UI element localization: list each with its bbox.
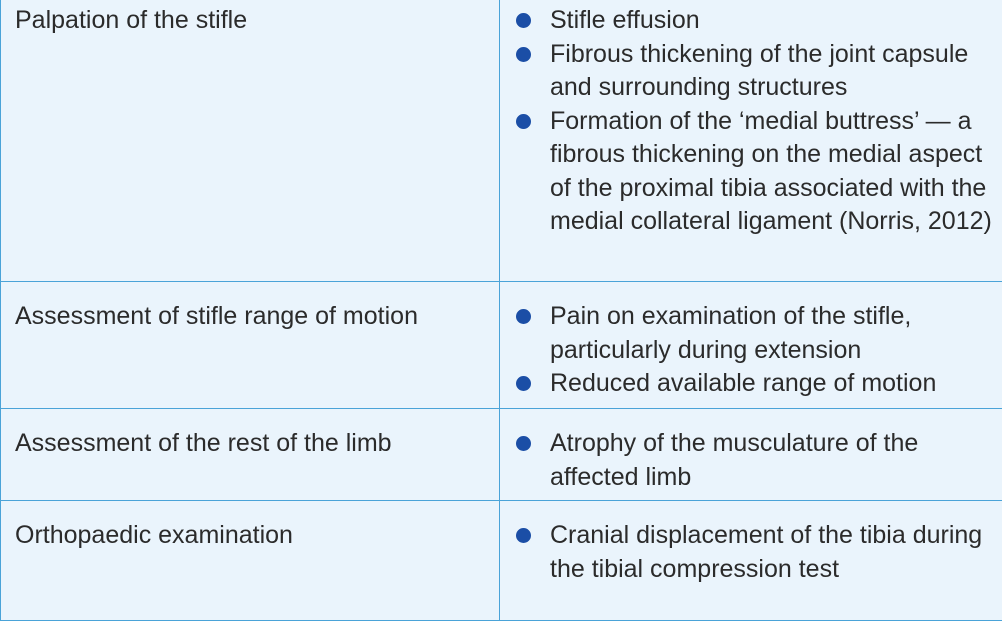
bullet-icon: [516, 47, 531, 62]
list-item: [500, 427, 1002, 494]
bullet-icon: [516, 13, 531, 28]
row-label: Orthopaedic examination: [0, 501, 500, 620]
row-label: Assessment of stifle range of motion: [0, 282, 500, 408]
list-item: [500, 38, 1002, 105]
list-item-text: Cranial displacement of the tibia during the tibial compression test: [550, 521, 983, 583]
bullet-icon: [516, 528, 531, 543]
row-findings: [500, 0, 1002, 281]
bullet-icon: [516, 309, 531, 324]
row-findings: [500, 282, 1002, 408]
list-item: [500, 367, 1002, 401]
list-item-text: Reduced available range of motion: [550, 369, 937, 397]
list-item-text: Pain on examination of the stifle, particularly during extension: [550, 302, 912, 364]
table-row: [0, 282, 1002, 409]
row-label: Assessment of the rest of the limb: [0, 409, 500, 500]
list-item: [500, 519, 1002, 586]
list-item: [500, 300, 1002, 367]
list-item-text: Atrophy of the musculature of the affected limb: [550, 429, 919, 491]
table-row: [0, 501, 1002, 621]
list-item-text: Stifle effusion: [550, 6, 700, 34]
list-item-text: Fibrous thickening of the joint capsule and surrounding structures: [550, 39, 969, 101]
bullet-icon: [516, 376, 531, 391]
table-row: [0, 409, 1002, 501]
bullet-icon: [516, 436, 531, 451]
table-row: [0, 0, 1002, 282]
list-item: [500, 105, 1002, 239]
row-findings: [500, 501, 1002, 620]
list-item: [500, 4, 1002, 38]
row-findings: [500, 409, 1002, 500]
bullet-icon: [516, 114, 531, 129]
list-item-text: Formation of the ‘medial buttress’ — a fibrous thickening on the medial aspect of the proximal tibia associated with the medial collateral ligament (Norris, 2012): [550, 106, 992, 235]
row-label: Palpation of the stifle: [0, 0, 500, 281]
